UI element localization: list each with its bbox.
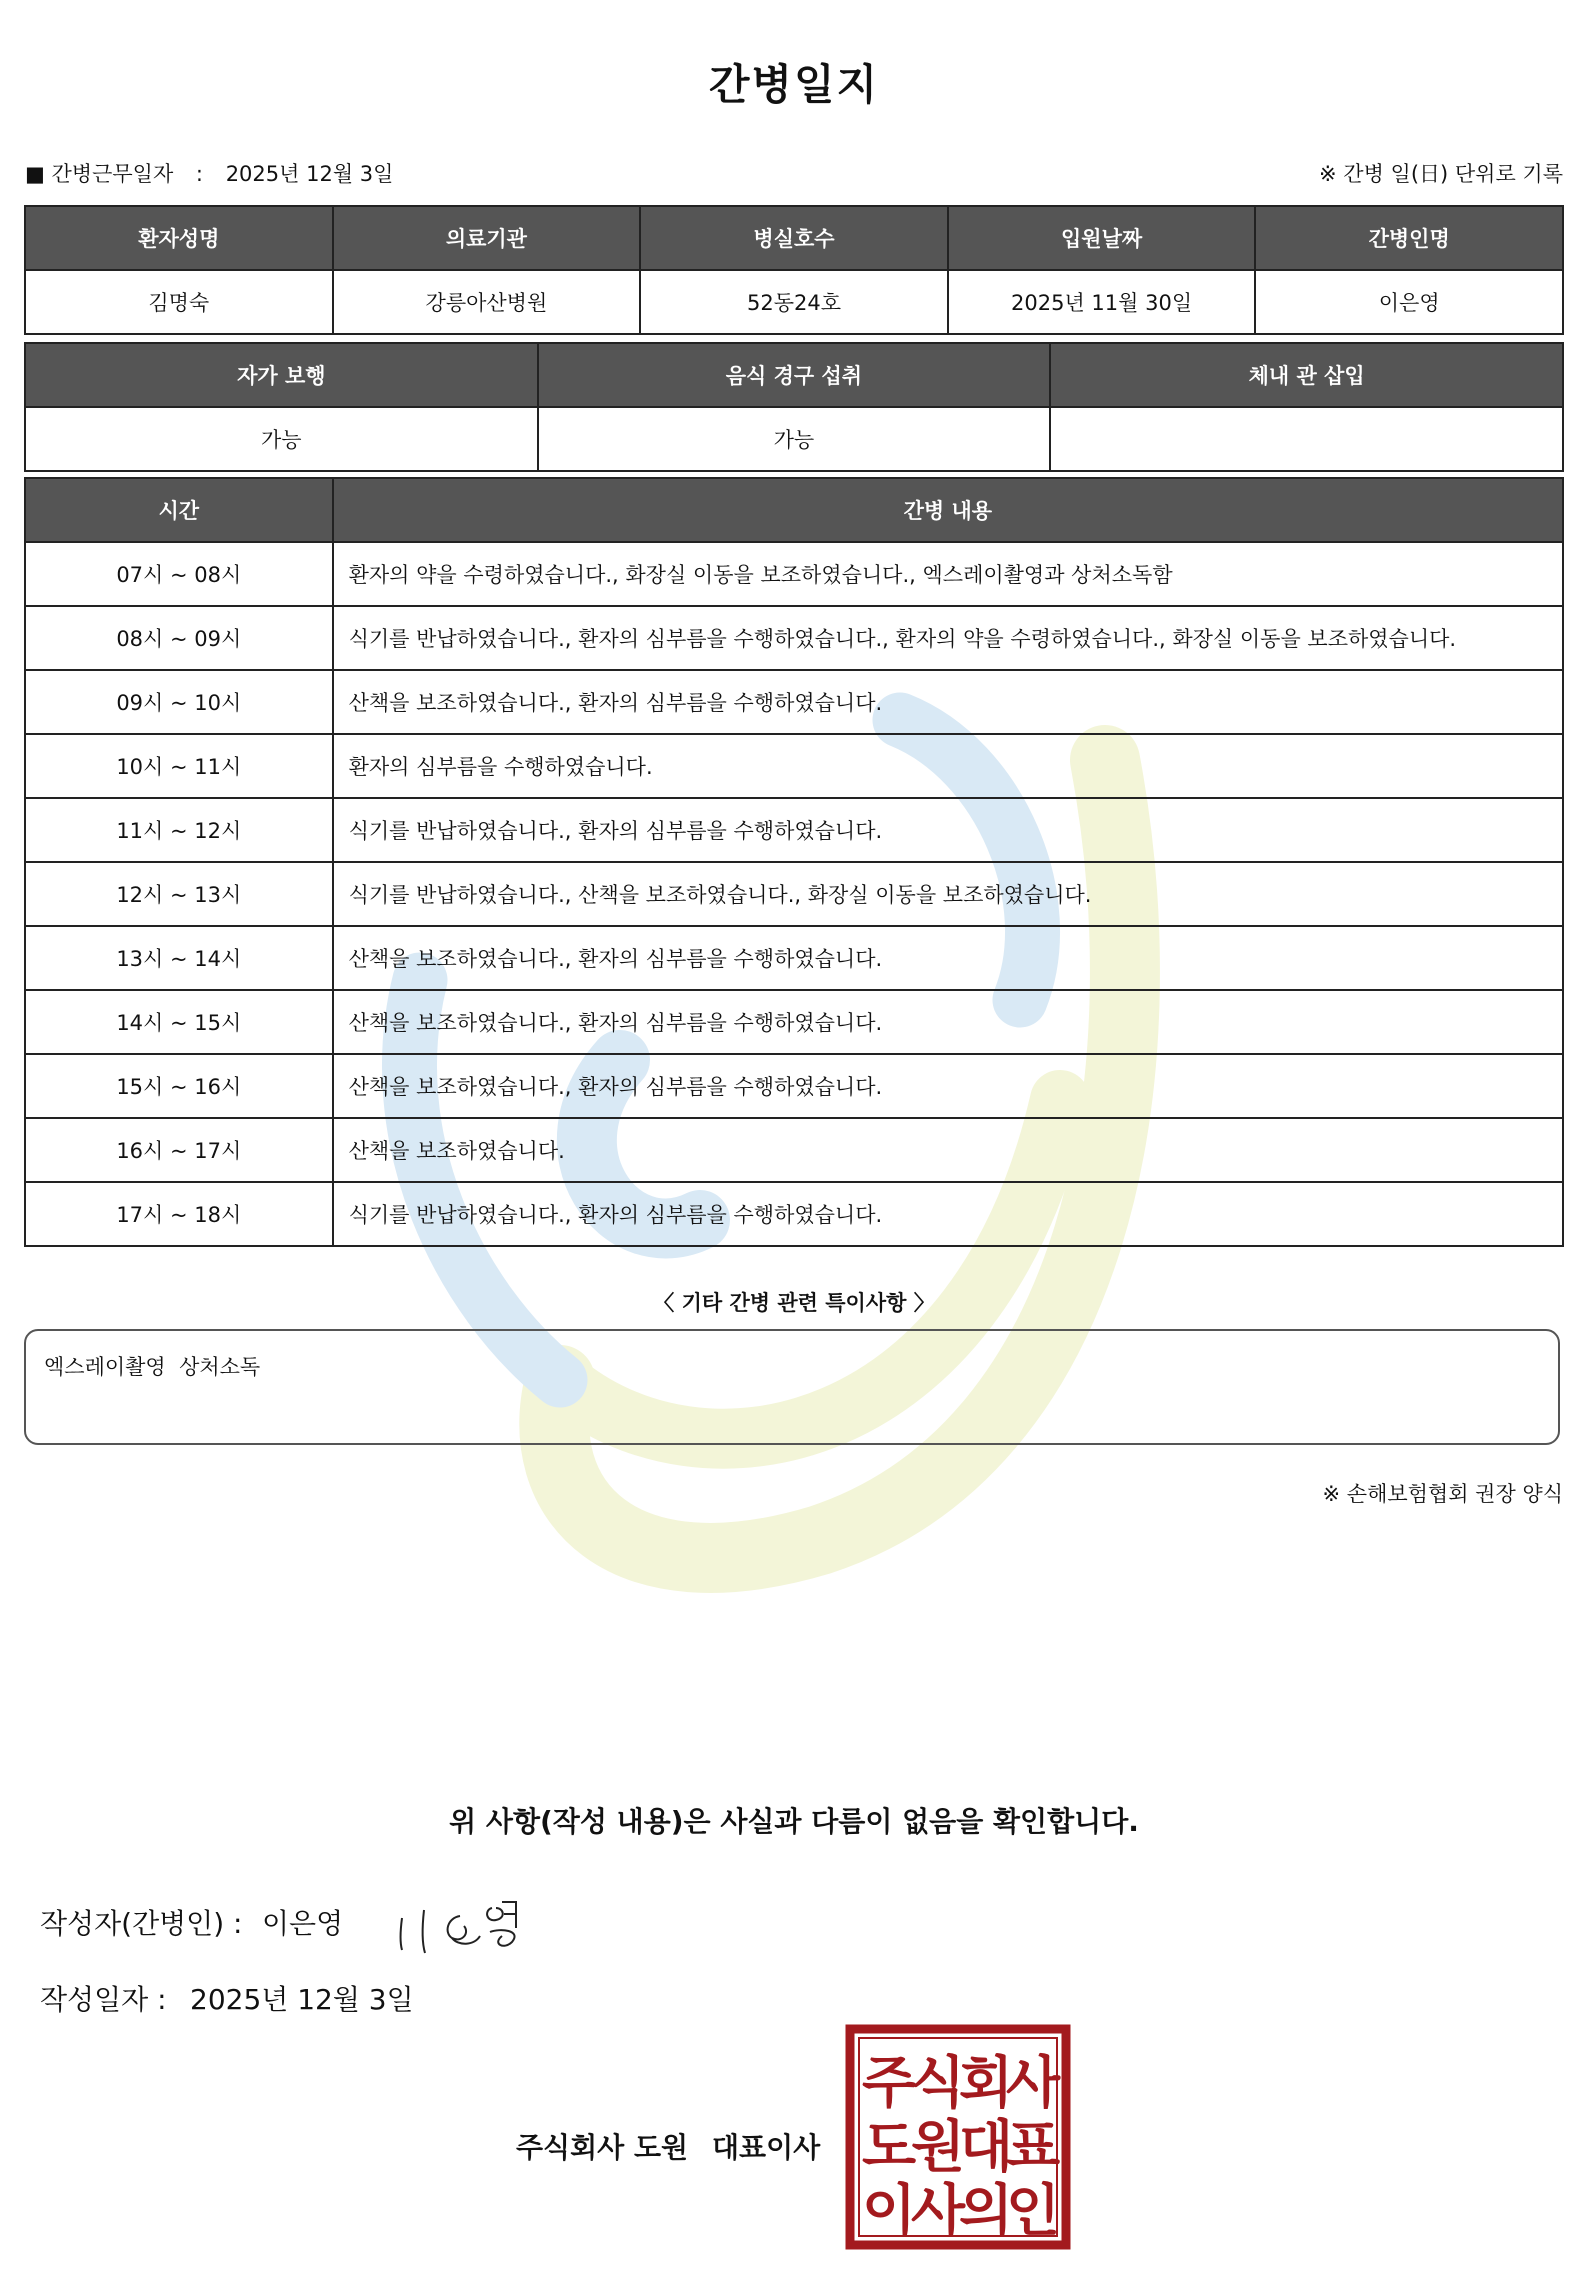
log-time: 15시 ~ 16시: [25, 1054, 333, 1118]
log-content: 식기를 반납하였습니다., 환자의 심부름을 수행하였습니다.: [333, 1182, 1563, 1246]
hospital: 강릉아산병원: [333, 270, 641, 334]
work-date-label: ■ 간병근무일자: [25, 162, 174, 186]
written-date-label: 작성일자 :: [40, 1983, 167, 2016]
work-date-separator: :: [195, 162, 203, 186]
header-care-content: 간병 내용: [333, 478, 1563, 542]
written-date-value: 2025년 12월 3일: [190, 1983, 414, 2016]
table-row: [25, 542, 1563, 606]
status-value-row: [25, 407, 1563, 471]
page-title: 간병일지: [708, 60, 880, 109]
log-content: 산책을 보조하였습니다., 환자의 심부름을 수행하였습니다.: [333, 1054, 1563, 1118]
svg-text:주: 주: [861, 2051, 917, 2116]
care-log-table: [24, 477, 1564, 1247]
svg-text:인: 인: [1005, 2179, 1061, 2244]
table-row: [25, 926, 1563, 990]
room-number: 52동24호: [640, 270, 948, 334]
log-time: 17시 ~ 18시: [25, 1182, 333, 1246]
svg-text:이: 이: [861, 2179, 917, 2244]
header-admission-date: 입원날짜: [948, 206, 1256, 270]
svg-text:도: 도: [861, 2115, 917, 2180]
log-time: 13시 ~ 14시: [25, 926, 333, 990]
notes-title: 〈 기타 간병 관련 특이사항 〉: [653, 1291, 935, 1315]
caregiver-name: 이은영: [1255, 270, 1563, 334]
header-room: 병실호수: [640, 206, 948, 270]
table-row: [25, 734, 1563, 798]
unit-note: ※ 간병 일(日) 단위로 기록: [1319, 162, 1563, 186]
patient-info-value-row: [25, 270, 1563, 334]
header-self-walking: 자가 보행: [25, 343, 538, 407]
svg-text:의: 의: [958, 2179, 1014, 2244]
log-time: 08시 ~ 09시: [25, 606, 333, 670]
svg-text:표: 표: [1005, 2115, 1061, 2180]
log-content: 산책을 보조하였습니다., 환자의 심부름을 수행하였습니다.: [333, 926, 1563, 990]
tube-insertion-value: [1050, 407, 1563, 471]
svg-text:사: 사: [910, 2179, 966, 2244]
patient-name: 김명숙: [25, 270, 333, 334]
ceo-title: 대표이사: [712, 2131, 821, 2164]
work-date-value: 2025년 12월 3일: [225, 162, 394, 186]
log-time: 14시 ~ 15시: [25, 990, 333, 1054]
writer-name: 이은영: [262, 1907, 344, 1940]
status-table: [24, 342, 1564, 472]
log-content: 식기를 반납하였습니다., 산책을 보조하였습니다., 화장실 이동을 보조하였습니다.: [333, 862, 1563, 926]
log-content: 산책을 보조하였습니다., 환자의 심부름을 수행하였습니다.: [333, 670, 1563, 734]
table-row: [25, 670, 1563, 734]
table-row: [25, 1182, 1563, 1246]
log-content: 산책을 보조하였습니다., 환자의 심부름을 수행하였습니다.: [333, 990, 1563, 1054]
handwritten-signature: [392, 1888, 542, 1958]
header-caregiver-name: 간병인명: [1255, 206, 1563, 270]
patient-info-table: [24, 205, 1564, 335]
header-time: 시간: [25, 478, 333, 542]
admission-date: 2025년 11월 30일: [948, 270, 1256, 334]
confirmation-statement: 위 사항(작성 내용)은 사실과 다름이 없음을 확인합니다.: [449, 1805, 1139, 1838]
care-log-header-row: [25, 478, 1563, 542]
log-time: 12시 ~ 13시: [25, 862, 333, 926]
table-row: [25, 990, 1563, 1054]
header-patient-name: 환자성명: [25, 206, 333, 270]
header-oral-intake: 음식 경구 섭취: [538, 343, 1051, 407]
status-header-row: [25, 343, 1563, 407]
form-note: ※ 손해보험협회 권장 양식: [1322, 1482, 1563, 1506]
table-row: [25, 606, 1563, 670]
svg-text:사: 사: [1005, 2051, 1061, 2116]
notes-box: [24, 1329, 1560, 1445]
table-row: [25, 862, 1563, 926]
log-time: 11시 ~ 12시: [25, 798, 333, 862]
table-row: [25, 1054, 1563, 1118]
svg-text:식: 식: [910, 2051, 966, 2116]
header-tube-insertion: 체내 관 삽입: [1050, 343, 1563, 407]
table-row: [25, 1118, 1563, 1182]
self-walking-value: 가능: [25, 407, 538, 471]
writer-label: 작성자(간병인) :: [40, 1907, 243, 1940]
log-content: 식기를 반납하였습니다., 환자의 심부름을 수행하였습니다., 환자의 약을 수령하였습니다., 화장실 이동을 보조하였습니다.: [333, 606, 1563, 670]
notes-content: 엑스레이촬영 상처소독: [44, 1355, 261, 1379]
svg-text:원: 원: [910, 2115, 966, 2180]
work-date: [25, 158, 393, 188]
log-content: 환자의 심부름을 수행하였습니다.: [333, 734, 1563, 798]
log-time: 09시 ~ 10시: [25, 670, 333, 734]
company-seal-stamp: [845, 2024, 1071, 2250]
company-name: 주식회사 도원: [516, 2131, 689, 2164]
log-content: 환자의 약을 수령하였습니다., 화장실 이동을 보조하였습니다., 엑스레이촬영과 상처소독함: [333, 542, 1563, 606]
svg-text:회: 회: [958, 2051, 1014, 2116]
log-content: 식기를 반납하였습니다., 환자의 심부름을 수행하였습니다.: [333, 798, 1563, 862]
log-content: 산책을 보조하였습니다.: [333, 1118, 1563, 1182]
log-time: 16시 ~ 17시: [25, 1118, 333, 1182]
svg-text:대: 대: [958, 2115, 1014, 2180]
log-time: 10시 ~ 11시: [25, 734, 333, 798]
table-row: [25, 798, 1563, 862]
oral-intake-value: 가능: [538, 407, 1051, 471]
header-hospital: 의료기관: [333, 206, 641, 270]
log-time: 07시 ~ 08시: [25, 542, 333, 606]
patient-info-header-row: [25, 206, 1563, 270]
